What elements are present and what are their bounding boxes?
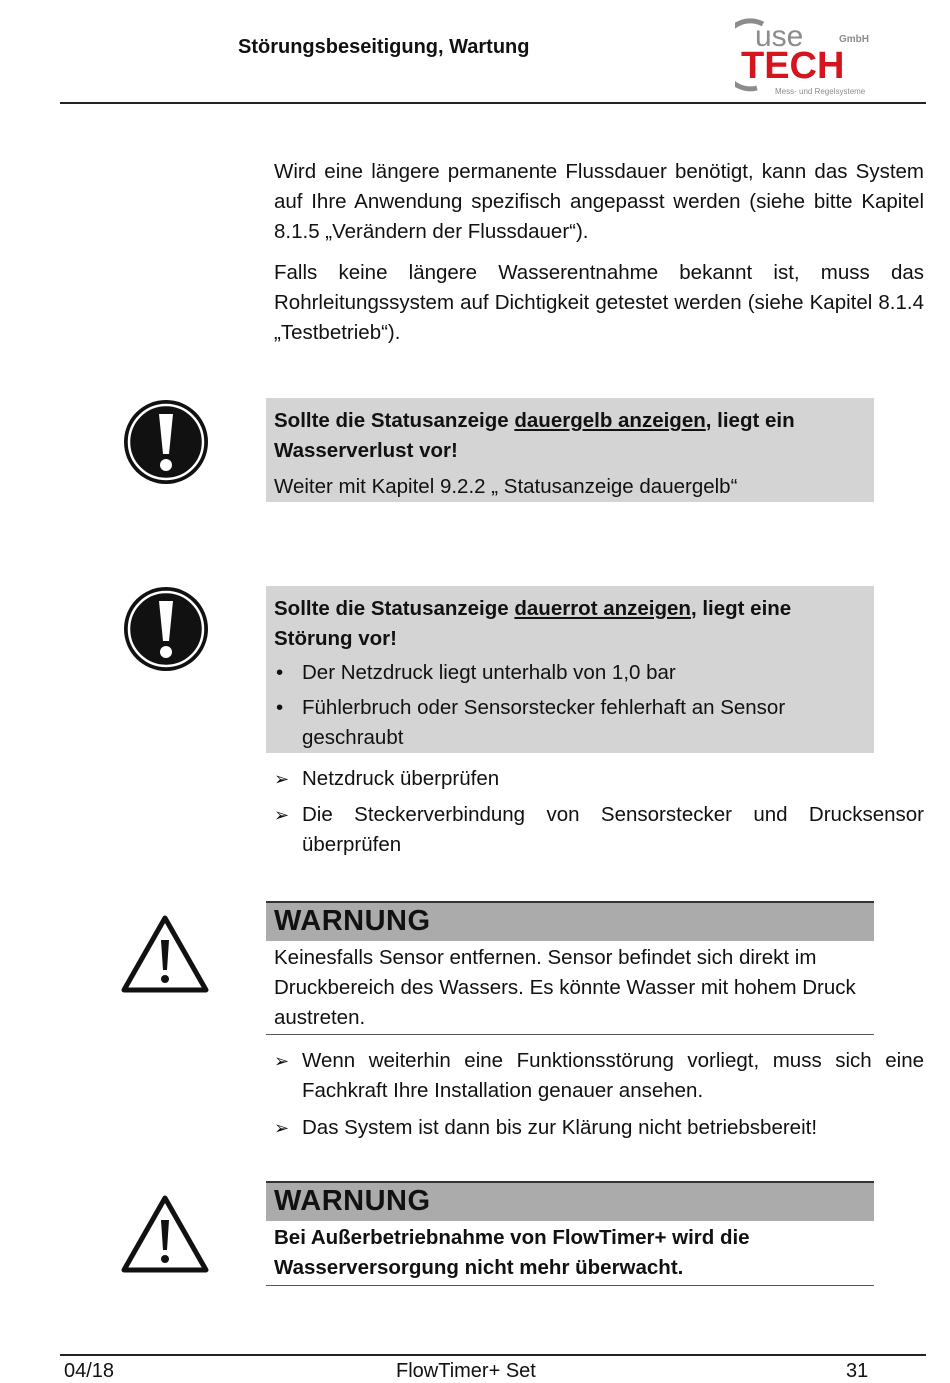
page-number: 31 bbox=[846, 1360, 869, 1382]
usetech-logo bbox=[735, 16, 875, 100]
footer-divider bbox=[60, 1354, 926, 1356]
arrow-bullet-icon: ➢ bbox=[274, 769, 290, 789]
logo-tech-text: TECH bbox=[741, 45, 845, 87]
warning-divider bbox=[266, 1285, 874, 1286]
warning-title: WARNUNG bbox=[274, 905, 431, 937]
step-text: Netzdruck überprüfen bbox=[302, 767, 500, 790]
warning-header bbox=[266, 901, 874, 941]
step-text: Das System ist dann bis zur Klärung nicht betriebsbereit! bbox=[302, 1116, 818, 1139]
bullet-icon: • bbox=[276, 696, 284, 719]
step-item bbox=[274, 764, 924, 794]
step-item bbox=[274, 800, 924, 860]
list-item-text: Fühlerbruch oder Sensorstecker fehlerhaft an Sensor geschraubt bbox=[302, 696, 786, 749]
bullet-icon: • bbox=[276, 661, 284, 684]
notice-heading-pre: Sollte die Statusanzeige bbox=[274, 409, 515, 432]
notice-heading-emphasis: dauerrot anzeigen bbox=[514, 597, 691, 620]
logo-use-text: use bbox=[755, 20, 804, 53]
page-title: Störungsbeseitigung, Wartung bbox=[238, 36, 530, 58]
notice-heading bbox=[274, 594, 866, 654]
notice-heading-post: , liegt ein Wasserverlust vor! bbox=[274, 409, 795, 462]
intro-paragraph-1: Wird eine längere permanente Flussdauer benötigt, kann das System auf Ihre Anwendung spezifisch angepasst werden (siehe bitte Kapitel 8.1.5 „Verändern der Flussdauer“). bbox=[274, 160, 924, 243]
notice-heading-post: , liegt eine Störung vor! bbox=[274, 597, 792, 650]
step-text: Die Steckerverbindung von Sensorstecker und Drucksensor überprüfen bbox=[302, 803, 924, 856]
exclamation-circle-icon bbox=[122, 585, 210, 673]
warning-header bbox=[266, 1181, 874, 1221]
warning-text: Keinesfalls Sensor entfernen. Sensor befindet sich direkt im Druckbereich des Wassers. Es könnte Wasser mit hohem Druck austreten. bbox=[274, 946, 856, 1029]
arrow-bullet-icon: ➢ bbox=[274, 1051, 290, 1071]
footer-product: FlowTimer+ Set bbox=[396, 1360, 536, 1382]
warning-text: Bei Außerbetriebnahme von FlowTimer+ wird die Wasserversorgung nicht mehr überwacht. bbox=[274, 1226, 750, 1279]
notice-heading-pre: Sollte die Statusanzeige bbox=[274, 597, 515, 620]
logo-subtitle-text: Mess- und Regelsysteme bbox=[775, 87, 866, 96]
list-item bbox=[274, 658, 866, 688]
exclamation-circle-icon bbox=[122, 398, 210, 486]
step-item bbox=[274, 1046, 924, 1106]
warning-title: WARNUNG bbox=[274, 1185, 431, 1217]
arrow-bullet-icon: ➢ bbox=[274, 805, 290, 825]
notice-next-reference: Weiter mit Kapitel 9.2.2 „ Statusanzeige dauergelb“ bbox=[274, 475, 738, 498]
step-text: Wenn weiterhin eine Funktionsstörung vorliegt, muss sich eine Fachkraft Ihre Installation genauer ansehen. bbox=[302, 1049, 924, 1102]
step-item bbox=[274, 1113, 924, 1143]
list-item bbox=[274, 693, 866, 753]
notice-heading bbox=[274, 406, 866, 466]
warning-triangle-icon bbox=[120, 912, 210, 996]
list-item-text: Der Netzdruck liegt unterhalb von 1,0 bar bbox=[302, 661, 676, 684]
arrow-bullet-icon: ➢ bbox=[274, 1118, 290, 1138]
warning-triangle-icon bbox=[120, 1192, 210, 1276]
footer-date: 04/18 bbox=[64, 1360, 115, 1382]
header-divider bbox=[60, 102, 926, 104]
logo-gmbh-text: GmbH bbox=[839, 34, 869, 45]
warning-divider bbox=[266, 1034, 874, 1035]
notice-box-yellow bbox=[266, 398, 874, 502]
intro-paragraph-2: Falls keine längere Wasserentnahme bekannt ist, muss das Rohrleitungssystem auf Dichtigkeit getestet werden (siehe Kapitel 8.1.4 „Testbetrieb“). bbox=[274, 261, 924, 344]
notice-box-red bbox=[266, 586, 874, 753]
notice-heading-emphasis: dauergelb anzeigen bbox=[514, 409, 706, 432]
